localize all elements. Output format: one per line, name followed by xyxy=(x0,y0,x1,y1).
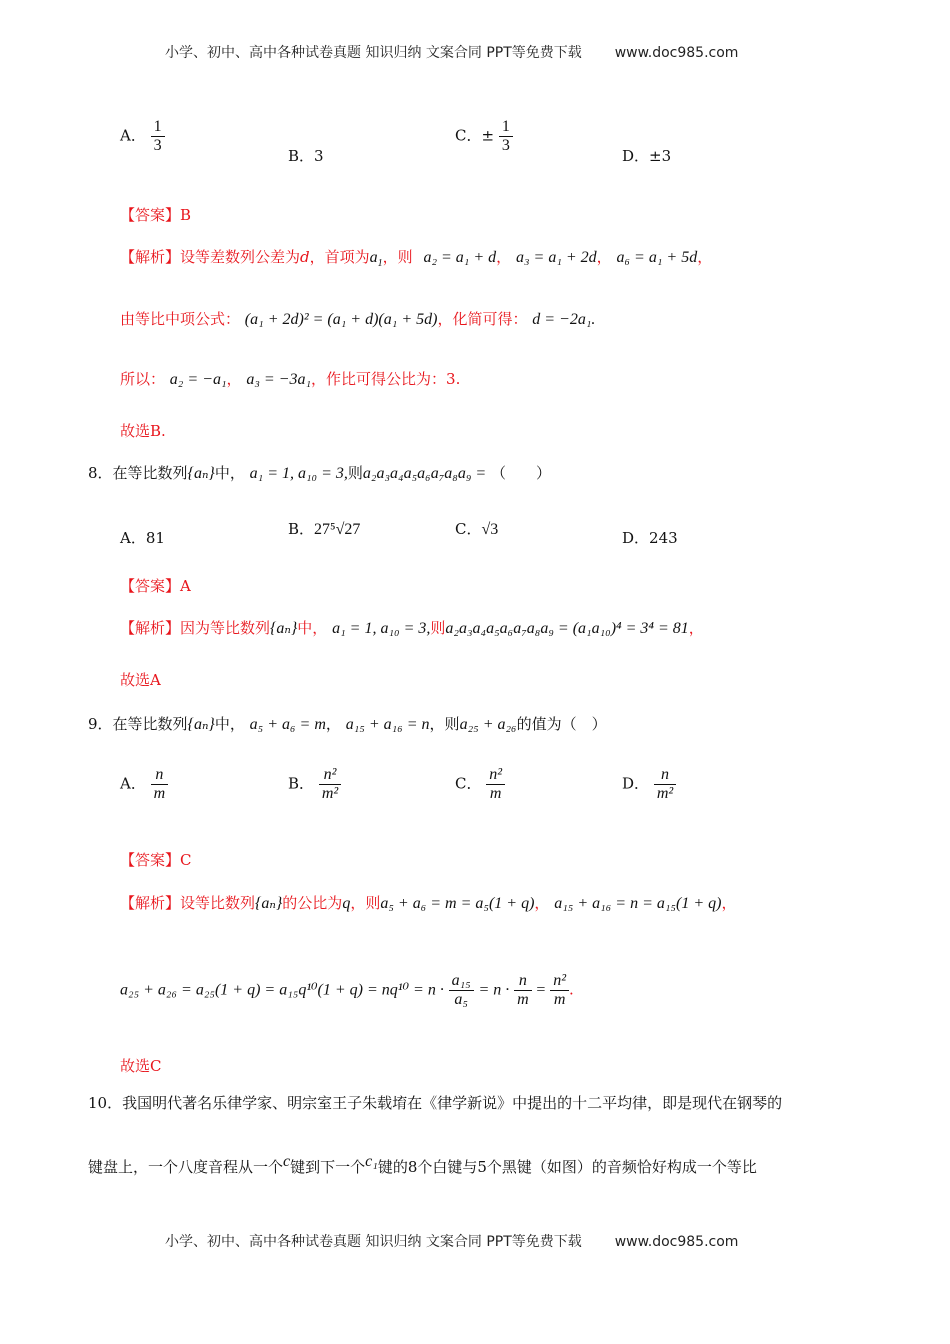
page-footer xyxy=(165,1231,738,1251)
equation: a₂₅ + a₂₆ = a₂₅(1 + q) = a₁₅q¹⁰(1 + q) = nq¹⁰ = n · xyxy=(120,981,444,999)
text: （ ） xyxy=(491,464,552,482)
equation: a₃ = −3a₁ xyxy=(246,371,312,388)
fraction: $\frac{1}{3}$ xyxy=(151,118,165,155)
q9-stem: 9．在等比数列{aₙ}中， a₅ + a₆ = m， a₁₅ + a₁₆ = n，则a₂₅ + a₂₆的值为（ ） xyxy=(88,715,607,733)
text: 所以： xyxy=(120,370,166,388)
text: 8．在等比数列 xyxy=(88,464,188,482)
equation: a₁₅ + a₁₆ = n xyxy=(345,716,430,733)
equation: = n · xyxy=(478,981,510,999)
fraction: $\frac{n}{m}$ xyxy=(514,972,532,1009)
text: 9．在等比数列 xyxy=(88,715,188,733)
header-url[interactable]: www.doc985.com xyxy=(614,45,739,61)
footer-text: 小学、初中、高中各种试卷真题 知识归纳 文案合同 PPT等免费下载 xyxy=(165,1234,582,1250)
var-a1: $a_1$ xyxy=(369,249,383,270)
q8-option-c xyxy=(455,518,498,539)
equation: a₂₅ + a₂₆ xyxy=(459,716,517,733)
q9-option-a xyxy=(120,766,168,803)
equation: a₁ = 1, a₁₀ = 3, xyxy=(249,465,348,482)
text: 中， xyxy=(297,619,328,637)
q8-option-a: A．81 xyxy=(120,529,165,547)
equation: a₅ + a₆ = m xyxy=(249,716,326,733)
option-label: A． xyxy=(120,126,146,145)
text: ，则 xyxy=(350,894,381,912)
q8-option-d: D．243 xyxy=(622,529,678,547)
text: 中， xyxy=(214,715,245,733)
equation: a₂ = −a₁ xyxy=(169,371,227,388)
text: 由等比中项公式： xyxy=(120,310,241,328)
text: 中， xyxy=(214,464,245,482)
q10-line1: 10．我国明代著名乐律学家、明宗室王子朱载堉在《律学新说》中提出的十二平均律，即是现代在钢琴的 xyxy=(88,1094,783,1112)
text: 【解析】设等比数列 xyxy=(120,894,256,912)
text: ，化简可得： xyxy=(437,310,528,328)
equation: d = −2a₁. xyxy=(532,311,596,328)
var-d: d xyxy=(300,248,310,266)
q8-answer: 【答案】A xyxy=(120,577,191,595)
fraction: $\frac{n}{\text{m²}}$ xyxy=(654,766,676,803)
equation: a₁₅ + a₁₆ = n = a₁₅(1 + q) xyxy=(554,895,722,912)
q8-conclusion: 故选A xyxy=(120,671,161,689)
text: 【解析】设等差数列公差为 xyxy=(120,248,301,266)
text: 【解析】因为等比数列 xyxy=(120,619,271,637)
equation: a₁ = 1, a₁₀ = 3, xyxy=(332,620,431,637)
sequence: {aₙ} xyxy=(270,620,298,637)
option-label: C． xyxy=(455,520,482,538)
option-label: C． xyxy=(455,774,482,793)
expression: 27⁵√27 xyxy=(314,521,361,538)
q8-option-b xyxy=(288,518,360,539)
equation: a₂a₃a₄a₅a₆a₇a₈a₉ = xyxy=(362,465,487,482)
fraction: $\frac{\text{n²}}{\text{m²}}$ xyxy=(319,766,341,803)
equation: a₃ = a₁ + 2d xyxy=(515,249,597,266)
fraction: $\frac{\text{n²}}{m}$ xyxy=(550,972,569,1009)
equation: a₂a₃a₄a₅a₆a₇a₈a₉ = (a₁a₁₀)⁴ = 3⁴ = 81 xyxy=(445,620,689,637)
text: ，首项为 xyxy=(309,248,370,266)
q9-analysis-line2: a₂₅ + a₂₆ = a₂₅(1 + q) = a₁₅q¹⁰(1 + q) = nq¹⁰ = n · $\frac{\text{a₁₅}}{\text{a₅}}$ = n · $\frac{n}{m}$ = $\frac{\text{n²}}{m}$ . xyxy=(120,972,574,1008)
option-label: A． xyxy=(120,774,146,793)
q9-conclusion: 故选C xyxy=(120,1057,162,1075)
q7-option-a xyxy=(120,118,165,155)
q10-line2 xyxy=(88,1153,757,1177)
equation: a₆ = a₁ + 5d xyxy=(616,249,698,266)
q7-analysis-line3: 所以： a₂ = −a₁， a₃ = −3a₁，作比可得公比为：3. xyxy=(120,370,461,388)
var-q: q xyxy=(342,895,351,912)
option-label: B． xyxy=(288,520,315,538)
q9-option-b xyxy=(288,766,341,803)
option-label: C．± xyxy=(455,126,495,145)
q7-answer: 【答案】B xyxy=(120,206,192,224)
fraction: $\frac{\text{a₁₅}}{\text{a₅}}$ xyxy=(449,972,474,1009)
text: 则 xyxy=(430,619,446,637)
q8-stem xyxy=(88,462,551,483)
text: 的公比为 xyxy=(282,894,343,912)
option-label: B． xyxy=(288,774,315,793)
page-header xyxy=(165,42,738,62)
header-text: 小学、初中、高中各种试卷真题 知识归纳 文案合同 PPT等免费下载 xyxy=(165,45,582,61)
q9-analysis-line1: 【解析】设等比数列{aₙ}的公比为q，则a₅ + a₆ = m = a₅(1 + q)， a₁₅ + a₁₆ = n = a₁₅(1 + q)， xyxy=(120,894,737,912)
text: 键到下一个 xyxy=(290,1158,366,1176)
text: ，则 xyxy=(382,248,413,266)
q7-option-b: B．3 xyxy=(288,147,324,165)
expression: √3 xyxy=(481,521,499,538)
q8-analysis-line1: 【解析】因为等比数列{aₙ}中， a₁ = 1, a₁₀ = 3,则a₂a₃a₄a₅a₆a₇a₈a₉ = (a₁a₁₀)⁴ = 3⁴ = 81， xyxy=(120,619,704,637)
q7-conclusion: 故选B. xyxy=(120,422,166,440)
text: ，作比可得公比为：3. xyxy=(311,370,461,388)
equation: (a₁ + 2d)² = (a₁ + d)(a₁ + 5d) xyxy=(244,311,438,328)
text: 键的8个白键与5个黑键（如图）的音频恰好构成一个等比 xyxy=(377,1158,757,1176)
text: 键盘上，一个八度音程从一个 xyxy=(88,1158,284,1176)
sequence: {aₙ} xyxy=(187,465,215,482)
q9-option-c xyxy=(455,766,505,803)
q9-option-d xyxy=(622,766,676,803)
equation: a₂ = a₁ + d xyxy=(423,249,497,266)
sequence: {aₙ} xyxy=(255,895,283,912)
q9-answer: 【答案】C xyxy=(120,851,192,869)
text: 则 xyxy=(347,464,363,482)
option-label: D． xyxy=(622,774,650,793)
fraction: $\frac{n}{m}$ xyxy=(151,766,169,803)
text: ，则 xyxy=(429,715,460,733)
fraction: $\frac{\text{n²}}{m}$ xyxy=(486,766,505,803)
fraction: $\frac{1}{3}$ xyxy=(499,118,513,155)
q7-analysis-line2 xyxy=(120,308,595,329)
equation: a₅ + a₆ = m = a₅(1 + q) xyxy=(380,895,535,912)
q7-option-c xyxy=(455,118,513,155)
var-c: c xyxy=(283,1153,291,1170)
footer-url[interactable]: www.doc985.com xyxy=(614,1234,739,1250)
sequence: {aₙ} xyxy=(187,716,215,733)
var-c1: c₁ xyxy=(365,1153,378,1170)
text: 的值为（ ） xyxy=(516,715,607,733)
q7-analysis-line1: 【解析】设等差数列公差为d，首项为$a_1$，则 a₂ = a₁ + d， a₃ = a₁ + 2d， a₆ = a₁ + 5d， xyxy=(120,248,713,270)
q7-option-d: D．±3 xyxy=(622,147,672,165)
